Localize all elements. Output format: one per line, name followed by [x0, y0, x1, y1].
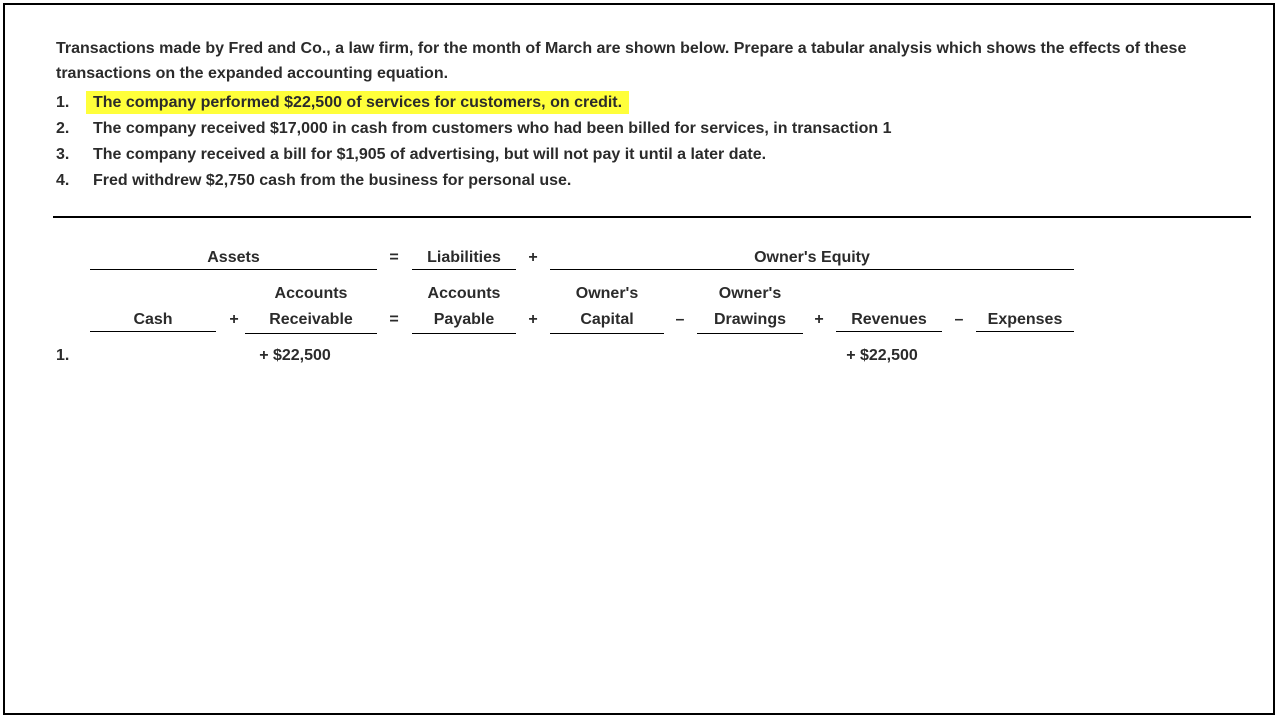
equals-sign: = [389, 311, 399, 328]
header-line: Receivable [269, 311, 353, 328]
revenues-column-header: Revenues [836, 311, 942, 332]
item-text: The company received a bill for $1,905 of advertising, but will not pay it until a later date. [93, 146, 767, 163]
minus-sign: – [954, 311, 964, 328]
revenues-value: + $22,500 [846, 347, 918, 364]
item-number: 4. [56, 172, 70, 189]
item-text [93, 94, 629, 112]
assets-header: Assets [90, 249, 377, 270]
transaction-list [56, 91, 1236, 195]
owners-equity-header: Owner's Equity [550, 249, 1074, 270]
header-line: Capital [580, 311, 634, 328]
list-item [56, 117, 1236, 143]
accounts-receivable-column-header [245, 281, 377, 334]
item-number: 1. [56, 94, 70, 111]
header-line: Accounts [427, 285, 501, 302]
header-line: Owner's [575, 285, 639, 302]
list-item [56, 91, 1236, 117]
highlighted-text: The company performed $22,500 of services for customers, on credit. [86, 91, 629, 114]
plus-sign: + [814, 311, 824, 328]
item-text: The company received $17,000 in cash from customers who had been billed for services, in transaction 1 [93, 120, 892, 137]
owners-drawings-column-header [697, 281, 803, 334]
section-divider [53, 216, 1251, 218]
item-number: 2. [56, 120, 70, 137]
cash-column-header: Cash [90, 311, 216, 332]
list-item [56, 143, 1236, 169]
item-number: 3. [56, 146, 70, 163]
header-line: Payable [433, 311, 495, 328]
header-line: Accounts [274, 285, 348, 302]
accounts-receivable-value: + $22,500 [259, 347, 331, 364]
plus-sign: + [528, 311, 538, 328]
liabilities-header: Liabilities [412, 249, 516, 270]
owners-capital-column-header [550, 281, 664, 334]
accounts-payable-column-header [412, 281, 516, 334]
header-line: Owner's [718, 285, 782, 302]
equals-sign: = [389, 249, 399, 266]
header-line: Drawings [713, 311, 786, 328]
list-item [56, 169, 1236, 195]
minus-sign: – [675, 311, 685, 328]
plus-sign: + [528, 249, 538, 266]
row-number: 1. [56, 347, 70, 364]
item-text: Fred withdrew $2,750 cash from the business for personal use. [93, 172, 572, 189]
plus-sign: + [229, 311, 239, 328]
problem-statement: Transactions made by Fred and Co., a law firm, for the month of March are shown below. Prepare a tabular analysis which shows the effects of these transactions on the expanded accounting equation. [56, 40, 1187, 82]
expenses-column-header: Expenses [976, 311, 1074, 332]
